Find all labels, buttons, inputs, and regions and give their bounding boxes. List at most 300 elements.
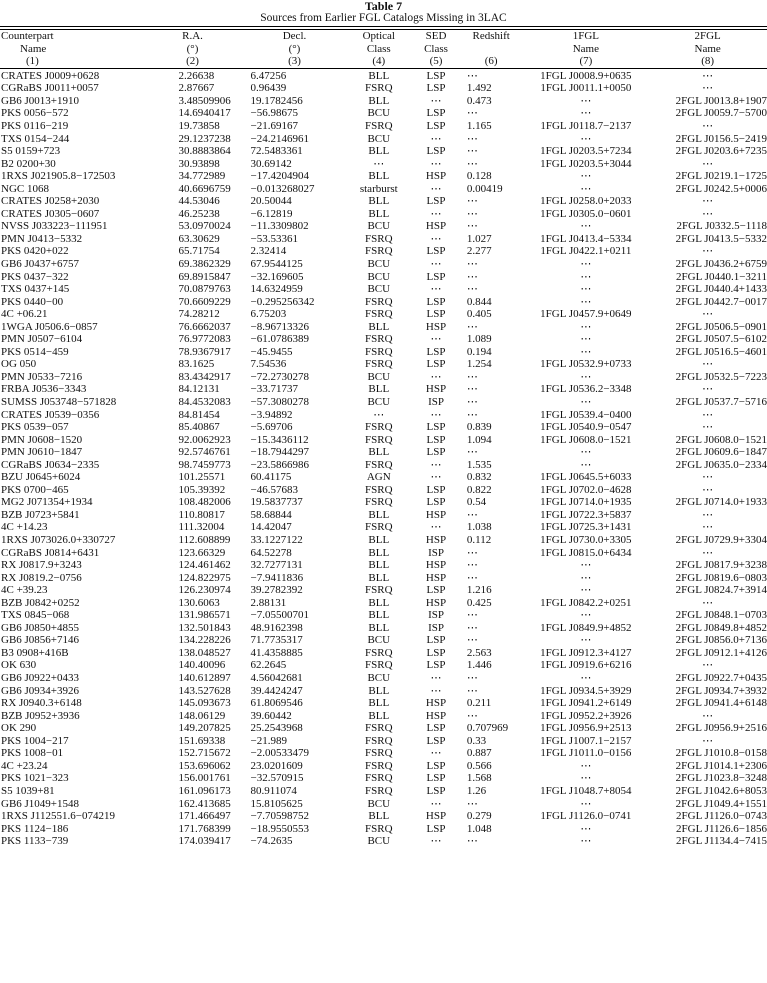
cell-decl: 20.50044: [250, 195, 292, 208]
cell-1fgl-name: ⋯: [580, 295, 592, 308]
cell-redshift: ⋯: [466, 571, 478, 584]
cell-sed-class: ⋯: [430, 132, 442, 145]
cell-redshift: ⋯: [466, 207, 478, 220]
cell-sed-class: ⋯: [430, 333, 442, 346]
cell-counterpart-name: NGC 1068: [1, 182, 49, 195]
cell-optical-class: BLL: [368, 195, 390, 208]
cell-2fgl-name: ⋯: [702, 709, 714, 722]
cell-2fgl-name: 2FGL J0537.7−5716: [675, 396, 767, 408]
col-header-decl: Decl.: [282, 30, 307, 42]
cell-ra: 30.8883864: [178, 145, 231, 158]
table-row: [0, 120, 767, 133]
cell-1fgl-name: ⋯: [580, 797, 592, 810]
cell-decl: −23.5866986: [250, 458, 310, 471]
cell-1fgl-name: 1FGL J0919.6+6216: [540, 659, 632, 672]
cell-decl: 30.69142: [250, 157, 292, 170]
cell-1fgl-name: 1FGL J0725.3+1431: [540, 521, 632, 534]
cell-2fgl-name: 2FGL J0436.2+6759: [675, 257, 767, 270]
cell-1fgl-name: 1FGL J0730.0+3305: [540, 534, 632, 547]
cell-ra: 84.12131: [178, 383, 220, 396]
cell-redshift: 0.112: [466, 534, 492, 547]
cell-redshift: ⋯: [466, 446, 478, 459]
cell-redshift: ⋯: [466, 220, 478, 233]
cell-2fgl-name: ⋯: [702, 471, 714, 484]
cell-sed-class: HSP: [425, 709, 447, 722]
cell-optical-class: FSRQ: [365, 433, 393, 446]
table-row: [0, 785, 767, 798]
cell-redshift: 1.26: [466, 784, 487, 797]
cell-optical-class: ⋯: [373, 408, 385, 421]
cell-sed-class: HSP: [425, 697, 447, 710]
cell-redshift: 0.194: [466, 345, 492, 358]
cell-ra: 84.4532083: [178, 396, 231, 408]
cell-sed-class: LSP: [426, 722, 446, 735]
cell-redshift: 0.844: [466, 295, 492, 308]
cell-decl: −5.69706: [250, 421, 293, 434]
table-row: [0, 258, 767, 271]
table-row: [0, 685, 767, 698]
cell-counterpart-name: MG2 J071354+1934: [1, 496, 93, 509]
cell-sed-class: LSP: [426, 195, 446, 208]
cell-optical-class: BLL: [368, 709, 390, 722]
cell-2fgl-name: ⋯: [702, 521, 714, 534]
table-row: [0, 233, 767, 246]
cell-ra: 40.6696759: [178, 182, 231, 195]
cell-counterpart-name: CRATES J0539−0356: [1, 408, 100, 421]
cell-counterpart-name: PKS 0437−322: [1, 270, 69, 283]
cell-ra: 140.612897: [178, 672, 231, 685]
cell-2fgl-name: 2FGL J0934.7+3932: [675, 684, 767, 697]
table-row: [0, 107, 767, 120]
cell-1fgl-name: 1FGL J0413.4−5334: [540, 232, 632, 245]
cell-1fgl-name: 1FGL J1126.0−0741: [540, 810, 632, 823]
cell-decl: 15.8105625: [250, 797, 303, 810]
cell-2fgl-name: 2FGL J0848.1−0703: [675, 609, 767, 622]
cell-counterpart-name: CRATES J0258+2030: [1, 195, 100, 208]
cell-ra: 143.527628: [178, 684, 231, 697]
cell-counterpart-name: PKS 1021−323: [1, 772, 69, 785]
table-row: [0, 271, 767, 284]
table-row: [0, 823, 767, 836]
cell-1fgl-name: ⋯: [580, 571, 592, 584]
cell-sed-class: LSP: [426, 69, 446, 82]
cell-redshift: 1.027: [466, 232, 492, 245]
cell-optical-class: BCU: [367, 220, 391, 233]
cell-optical-class: BLL: [368, 559, 390, 572]
table-row: [0, 220, 767, 233]
cell-counterpart-name: PKS 0116−219: [1, 119, 69, 132]
cell-2fgl-name: ⋯: [702, 195, 714, 208]
col-subheader-redshift: [459, 43, 524, 56]
table-row: [0, 760, 767, 773]
table-row: [0, 597, 767, 610]
cell-counterpart-name: PMN J0533−7216: [1, 370, 83, 383]
cell-optical-class: FSRQ: [365, 245, 393, 258]
cell-2fgl-name: 2FGL J0242.5+0006: [675, 182, 767, 195]
cell-redshift: ⋯: [466, 797, 478, 810]
cell-1fgl-name: 1FGL J0702.0−4628: [540, 483, 632, 496]
cell-1fgl-name: 1FGL J0203.5+3044: [540, 157, 632, 170]
cell-redshift: 0.00419: [466, 182, 503, 195]
table-row: [0, 747, 767, 760]
cell-decl: −46.57683: [250, 483, 299, 496]
cell-sed-class: HSP: [425, 571, 447, 584]
cell-2fgl-name: 2FGL J0729.9+3304: [675, 534, 767, 547]
cell-redshift: 1.089: [466, 333, 492, 346]
table-row: [0, 509, 767, 522]
cell-sed-class: ⋯: [430, 835, 442, 848]
cell-counterpart-name: GB6 J0437+6757: [1, 257, 80, 270]
cell-2fgl-name: 2FGL J0442.7−0017: [675, 295, 767, 308]
cell-decl: −24.2146961: [250, 132, 310, 145]
table-row: [0, 810, 767, 823]
cell-2fgl-name: ⋯: [702, 358, 714, 371]
cell-optical-class: FSRQ: [365, 584, 393, 597]
cell-decl: −18.9550553: [250, 822, 310, 835]
cell-counterpart-name: PKS 0539−057: [1, 421, 69, 434]
cell-1fgl-name: ⋯: [580, 220, 592, 233]
cell-ra: 171.466497: [178, 810, 231, 823]
cell-optical-class: FSRQ: [365, 308, 393, 321]
col-index-2: (2): [186, 55, 199, 68]
cell-sed-class: HSP: [425, 220, 447, 233]
table-row: [0, 333, 767, 346]
cell-redshift: ⋯: [466, 132, 478, 145]
cell-2fgl-name: ⋯: [702, 408, 714, 421]
cell-sed-class: LSP: [426, 784, 446, 797]
cell-optical-class: BLL: [368, 383, 390, 396]
cell-ra: 145.093673: [178, 697, 231, 710]
cell-sed-class: LSP: [426, 245, 446, 258]
cell-redshift: ⋯: [466, 270, 478, 283]
cell-optical-class: BLL: [368, 684, 390, 697]
cell-sed-class: LSP: [426, 433, 446, 446]
cell-sed-class: ISP: [428, 621, 444, 634]
cell-counterpart-name: OK 290: [1, 722, 37, 735]
cell-redshift: ⋯: [466, 559, 478, 572]
cell-counterpart-name: OG 050: [1, 358, 37, 371]
header-row-1: [0, 30, 767, 43]
cell-ra: 134.228226: [178, 634, 231, 647]
cell-2fgl-name: 2FGL J0912.1+4126: [675, 646, 767, 659]
cell-decl: −56.98675: [250, 107, 299, 120]
cell-optical-class: BLL: [368, 508, 390, 521]
table-row: [0, 772, 767, 785]
cell-sed-class: ⋯: [430, 672, 442, 685]
cell-decl: −32.570915: [250, 772, 304, 785]
cell-sed-class: ⋯: [430, 370, 442, 383]
cell-ra: 30.93898: [178, 157, 220, 170]
cell-2fgl-name: 2FGL J0413.5−5332: [675, 232, 767, 245]
cell-decl: 14.42047: [250, 521, 292, 534]
cell-counterpart-name: PKS 0440−00: [1, 295, 64, 308]
cell-1fgl-name: ⋯: [580, 182, 592, 195]
cell-sed-class: LSP: [426, 646, 446, 659]
cell-1fgl-name: ⋯: [580, 333, 592, 346]
cell-decl: −33.71737: [250, 383, 299, 396]
cell-sed-class: LSP: [426, 496, 446, 509]
cell-redshift: ⋯: [466, 257, 478, 270]
table-header: [0, 30, 767, 70]
cell-1fgl-name: 1FGL J0118.7−2137: [540, 119, 632, 132]
cell-2fgl-name: ⋯: [702, 483, 714, 496]
cell-sed-class: LSP: [426, 119, 446, 132]
cell-counterpart-name: PKS 1004−217: [1, 734, 69, 747]
cell-decl: 80.911074: [250, 784, 297, 797]
table-row: [0, 697, 767, 710]
cell-optical-class: FSRQ: [365, 119, 393, 132]
cell-counterpart-name: BZB J0842+0252: [1, 596, 80, 609]
cell-counterpart-name: PKS 1133−739: [1, 835, 69, 848]
cell-optical-class: FSRQ: [365, 722, 393, 735]
table-row: [0, 183, 767, 196]
cell-optical-class: BCU: [367, 107, 391, 120]
cell-ra: 2.26638: [178, 69, 215, 82]
cell-sed-class: LSP: [426, 345, 446, 358]
cell-1fgl-name: ⋯: [580, 759, 592, 772]
col-header-redshift: Redshift: [472, 30, 510, 42]
cell-counterpart-name: SUMSS J053748−571828: [1, 396, 117, 408]
cell-counterpart-name: 1RXS J021905.8−172503: [1, 170, 116, 183]
cell-ra: 131.986571: [178, 609, 231, 622]
cell-ra: 84.81454: [178, 408, 220, 421]
cell-redshift: 2.563: [466, 646, 492, 659]
table-row: [0, 471, 767, 484]
cell-optical-class: FSRQ: [365, 496, 393, 509]
cell-redshift: ⋯: [466, 145, 478, 158]
table-row: [0, 547, 767, 560]
col-subheader-1fgl-name: Name: [572, 42, 599, 55]
cell-1fgl-name: 1FGL J1011.0−0156: [540, 747, 632, 760]
cell-sed-class: ⋯: [430, 157, 442, 170]
cell-ra: 74.28212: [178, 308, 220, 321]
table-row: [0, 371, 767, 384]
cell-1fgl-name: ⋯: [580, 257, 592, 270]
cell-1fgl-name: ⋯: [580, 320, 592, 333]
cell-sed-class: ISP: [428, 546, 444, 559]
col-index-8: (8): [701, 55, 715, 68]
cell-2fgl-name: ⋯: [702, 421, 714, 434]
table-row: [0, 409, 767, 422]
table-row: [0, 383, 767, 396]
table-row: [0, 70, 767, 83]
cell-counterpart-name: PMN J0413−5332: [1, 232, 83, 245]
cell-counterpart-name: BZB J0723+5841: [1, 508, 80, 521]
cell-redshift: 1.165: [466, 119, 492, 132]
cell-optical-class: starburst: [359, 182, 398, 195]
cell-ra: 70.0879763: [178, 283, 231, 296]
cell-decl: −7.70598752: [250, 810, 310, 823]
cell-sed-class: HSP: [425, 596, 447, 609]
cell-ra: 174.039417: [178, 835, 231, 848]
cell-redshift: 0.822: [466, 483, 492, 496]
cell-1fgl-name: 1FGL J0011.1+0050: [540, 82, 632, 95]
cell-counterpart-name: FRBA J0536−3343: [1, 383, 87, 396]
cell-2fgl-name: 2FGL J1014.1+2306: [675, 759, 767, 772]
cell-counterpart-name: 4C +06.21: [1, 308, 48, 321]
cell-decl: −15.3436112: [250, 433, 309, 446]
cell-optical-class: ⋯: [373, 157, 385, 170]
cell-decl: 23.0201609: [250, 759, 303, 772]
cell-counterpart-name: GB6 J0850+4855: [1, 621, 80, 634]
cell-optical-class: BLL: [368, 621, 390, 634]
cell-decl: 19.5837737: [250, 496, 303, 509]
table-row: [0, 346, 767, 359]
cell-sed-class: LSP: [426, 82, 446, 95]
cell-2fgl-name: ⋯: [702, 245, 714, 258]
cell-1fgl-name: 1FGL J0815.0+6434: [540, 546, 632, 559]
cell-optical-class: BCU: [367, 257, 391, 270]
table-row: [0, 296, 767, 309]
col-index-1: (1): [26, 55, 39, 68]
cell-counterpart-name: PKS 0420+022: [1, 245, 69, 258]
cell-decl: 41.4358885: [250, 646, 303, 659]
cell-2fgl-name: ⋯: [702, 69, 714, 82]
cell-redshift: ⋯: [466, 370, 478, 383]
cell-ra: 149.207825: [178, 722, 231, 735]
cell-decl: 0.96439: [250, 82, 287, 95]
cell-counterpart-name: RX J0817.9+3243: [1, 559, 82, 572]
cell-ra: 151.69338: [178, 734, 226, 747]
cell-ra: 69.3862329: [178, 257, 231, 270]
table-row: [0, 158, 767, 171]
cell-redshift: ⋯: [466, 383, 478, 396]
cell-optical-class: BLL: [368, 145, 390, 158]
cell-decl: −32.169605: [250, 270, 304, 283]
cell-optical-class: BLL: [368, 609, 390, 622]
cell-1fgl-name: ⋯: [580, 370, 592, 383]
cell-2fgl-name: 2FGL J0849.8+4852: [675, 621, 767, 634]
cell-2fgl-name: ⋯: [702, 659, 714, 672]
cell-ra: 63.30629: [178, 232, 220, 245]
cell-2fgl-name: 2FGL J0516.5−4601: [675, 345, 767, 358]
cell-1fgl-name: ⋯: [580, 822, 592, 835]
table-row: [0, 622, 767, 635]
cell-2fgl-name: 2FGL J0922.7+0435: [675, 672, 767, 685]
cell-1fgl-name: 1FGL J0539.4−0400: [540, 408, 632, 421]
col-subheader-optical-class: Class: [366, 42, 391, 55]
cell-1fgl-name: ⋯: [580, 345, 592, 358]
cell-optical-class: BLL: [368, 534, 390, 547]
cell-sed-class: HSP: [425, 810, 447, 823]
cell-1fgl-name: ⋯: [580, 170, 592, 183]
cell-ra: 148.06129: [178, 709, 226, 722]
cell-decl: −2.00533479: [250, 747, 310, 760]
cell-ra: 124.461462: [178, 559, 231, 572]
cell-ra: 138.048527: [178, 646, 231, 659]
cell-redshift: 1.254: [466, 358, 492, 371]
cell-decl: −6.12819: [250, 207, 293, 220]
cell-sed-class: HSP: [425, 534, 447, 547]
cell-1fgl-name: ⋯: [580, 609, 592, 622]
cell-counterpart-name: PMN J0507−6104: [1, 333, 83, 346]
cell-1fgl-name: 1FGL J0540.9−0547: [540, 421, 632, 434]
cell-1fgl-name: 1FGL J0532.9+0733: [540, 358, 632, 371]
cell-decl: 60.41175: [250, 471, 292, 484]
cell-sed-class: ⋯: [430, 408, 442, 421]
table-row: [0, 208, 767, 221]
cell-2fgl-name: 2FGL J0714.0+1933: [675, 496, 767, 509]
cell-counterpart-name: 4C +14.23: [1, 521, 48, 534]
cell-optical-class: FSRQ: [365, 82, 393, 95]
cell-2fgl-name: 2FGL J0824.7+3914: [675, 584, 767, 597]
cell-redshift: ⋯: [466, 709, 478, 722]
cell-redshift: 0.832: [466, 471, 492, 484]
cell-optical-class: BLL: [368, 697, 390, 710]
cell-ra: 19.73858: [178, 119, 220, 132]
cell-optical-class: FSRQ: [365, 358, 393, 371]
cell-redshift: ⋯: [466, 107, 478, 120]
cell-redshift: ⋯: [466, 396, 478, 408]
table-row: [0, 434, 767, 447]
cell-counterpart-name: 1WGA J0506.6−0857: [1, 320, 98, 333]
cell-2fgl-name: 2FGL J0609.6−1847: [675, 446, 767, 459]
cell-ra: 98.7459773: [178, 458, 231, 471]
cell-2fgl-name: 2FGL J0156.5−2419: [675, 132, 767, 145]
cell-decl: −8.96713326: [250, 320, 310, 333]
table-number: Table 7: [364, 0, 403, 13]
cell-2fgl-name: 2FGL J0532.5−7223: [675, 370, 767, 383]
cell-1fgl-name: 1FGL J0952.2+3926: [540, 709, 632, 722]
cell-ra: 161.096173: [178, 784, 231, 797]
cell-optical-class: BCU: [367, 270, 391, 283]
cell-redshift: 0.473: [466, 94, 492, 107]
cell-counterpart-name: CRATES J0009+0628: [1, 69, 100, 82]
col-header-1fgl: 1FGL: [572, 30, 599, 42]
cell-ra: 46.25238: [178, 207, 220, 220]
table-row: [0, 496, 767, 509]
cell-sed-class: LSP: [426, 308, 446, 321]
cell-decl: 48.9162398: [250, 621, 303, 634]
cell-sed-class: HSP: [425, 320, 447, 333]
cell-decl: −21.69167: [250, 119, 299, 132]
cell-1fgl-name: 1FGL J0422.1+0211: [540, 245, 632, 258]
cell-redshift: 0.405: [466, 308, 492, 321]
table-row: [0, 95, 767, 108]
col-subheader-decl-unit: (°): [288, 42, 301, 55]
cell-redshift: ⋯: [466, 835, 478, 848]
col-index-3: (3): [288, 55, 301, 68]
cell-decl: 64.52278: [250, 546, 292, 559]
col-index-7: (7): [579, 55, 593, 68]
cell-decl: 19.1782456: [250, 94, 303, 107]
cell-redshift: ⋯: [466, 408, 478, 421]
cell-decl: −0.295256342: [250, 295, 315, 308]
cell-sed-class: ⋯: [430, 458, 442, 471]
cell-optical-class: FSRQ: [365, 421, 393, 434]
cell-redshift: 0.887: [466, 747, 492, 760]
col-subheader-sed-class: Class: [424, 42, 448, 55]
cell-2fgl-name: 2FGL J0635.0−2334: [675, 458, 767, 471]
cell-sed-class: ⋯: [430, 684, 442, 697]
cell-sed-class: LSP: [426, 358, 446, 371]
cell-optical-class: FSRQ: [365, 646, 393, 659]
col-index-6: (6): [484, 55, 498, 68]
cell-2fgl-name: 2FGL J0506.5−0901: [675, 320, 767, 333]
cell-optical-class: FSRQ: [365, 734, 393, 747]
cell-2fgl-name: ⋯: [702, 596, 714, 609]
cell-decl: 7.54536: [250, 358, 287, 371]
cell-2fgl-name: ⋯: [702, 546, 714, 559]
cell-1fgl-name: 1FGL J0008.9+0635: [540, 69, 632, 82]
cell-1fgl-name: 1FGL J1048.7+8054: [540, 784, 632, 797]
cell-ra: 34.772989: [178, 170, 226, 183]
cell-counterpart-name: 4C +23.24: [1, 759, 48, 772]
cell-decl: 33.1227122: [250, 534, 303, 547]
cell-optical-class: BCU: [367, 283, 391, 296]
cell-redshift: 0.211: [466, 697, 492, 710]
cell-counterpart-name: CGRaBS J0814+6431: [1, 546, 100, 559]
